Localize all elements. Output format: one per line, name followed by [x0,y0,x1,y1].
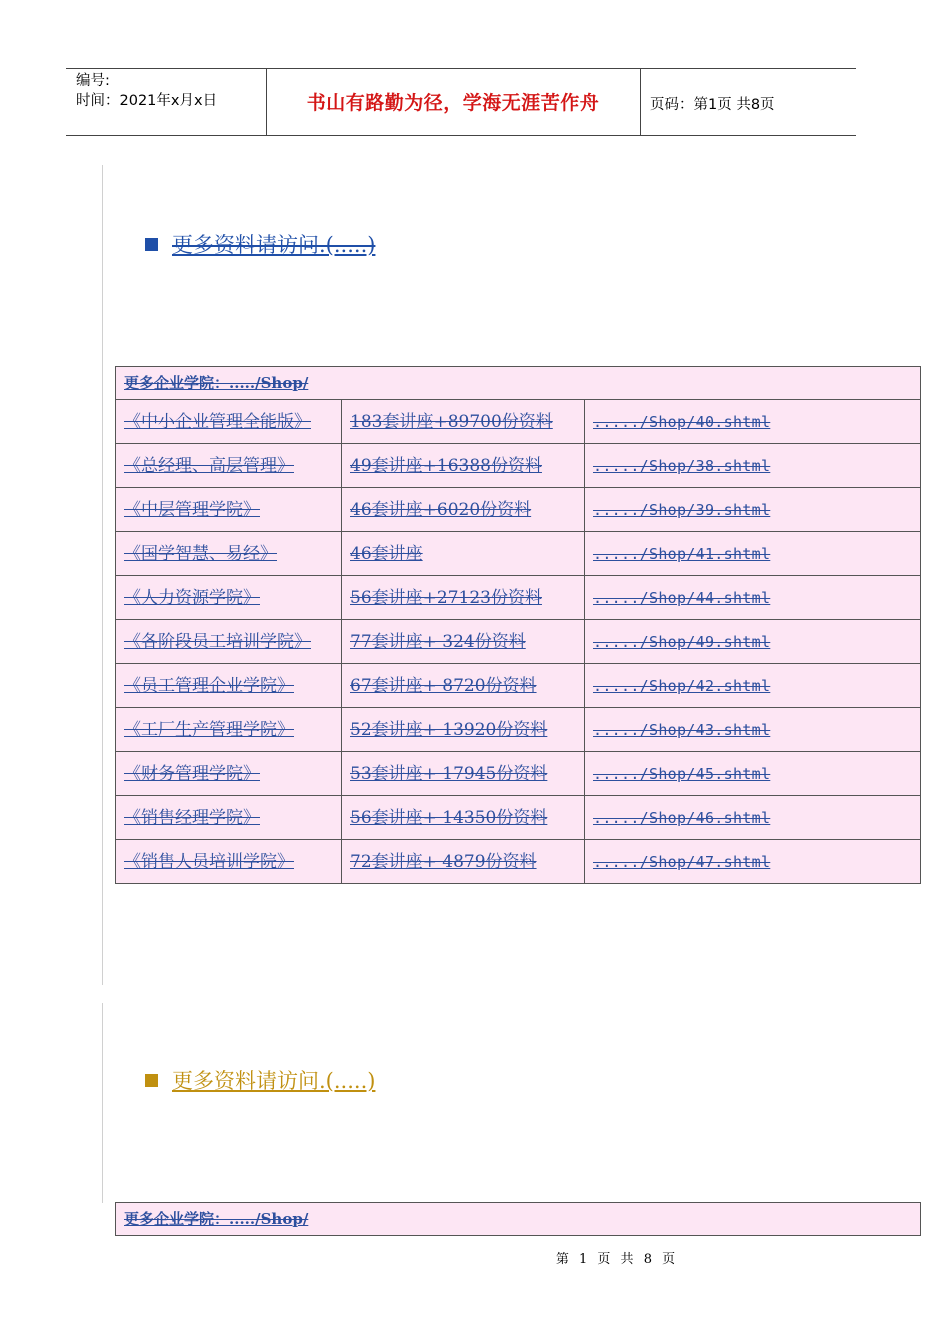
table-row [116,444,921,488]
course-name-link[interactable]: 《人力资源学院》 [116,576,342,620]
course-url-link[interactable]: ...../Shop/39.shtml [585,488,921,532]
course-url-link[interactable]: ...../Shop/41.shtml [585,532,921,576]
course-url-link[interactable]: ...../Shop/47.shtml [585,840,921,884]
academy-table [115,366,921,884]
course-url-link[interactable]: ...../Shop/43.shtml [585,708,921,752]
more-info-link[interactable] [145,1065,375,1095]
table-header-row [116,1203,921,1236]
table-row [116,532,921,576]
header-meta [76,71,217,111]
course-name-link[interactable]: 《总经理、高层管理》 [116,444,342,488]
header-divider-right [640,68,641,135]
course-desc-link[interactable]: 53套讲座+ 17945份资料 [342,752,585,796]
course-name-link[interactable]: 《财务管理学院》 [116,752,342,796]
header-number-label: 编号: [76,73,110,89]
footer-page-number: 第 1 页 共 8 页 [555,1252,679,1267]
course-name-link[interactable]: 《销售人员培训学院》 [116,840,342,884]
course-url-link[interactable]: ...../Shop/40.shtml [585,400,921,444]
course-name-link[interactable]: 《工厂生产管理学院》 [116,708,342,752]
course-desc-link[interactable]: 49套讲座+16388份资料 [342,444,585,488]
course-desc-link[interactable]: 72套讲座+ 4879份资料 [342,840,585,884]
table-row [116,708,921,752]
course-desc-link[interactable]: 46套讲座+6020份资料 [342,488,585,532]
course-name-link[interactable]: 《中层管理学院》 [116,488,342,532]
more-info-link[interactable] [145,229,375,259]
table-header-link[interactable]: 更多企业学院：...../Shop/ [116,1203,921,1236]
course-name-link[interactable]: 《国学智慧、易经》 [116,532,342,576]
course-name-link[interactable]: 《各阶段员工培训学院》 [116,620,342,664]
table-row [116,620,921,664]
course-name-link[interactable]: 《中小企业管理全能版》 [116,400,342,444]
course-desc-link[interactable]: 52套讲座+ 13920份资料 [342,708,585,752]
course-url-link[interactable]: ...../Shop/46.shtml [585,796,921,840]
table-row [116,576,921,620]
page-footer [0,1248,950,1267]
table-row [116,664,921,708]
table-row [116,840,921,884]
academy-table [115,1202,921,1236]
header-motto: 书山有路勤为径，学海无涯苦作舟 [306,92,600,114]
course-desc-link[interactable]: 46套讲座 [342,532,585,576]
course-name-link[interactable]: 《销售经理学院》 [116,796,342,840]
course-desc-link[interactable]: 56套讲座+ 14350份资料 [342,796,585,840]
more-info-text: 更多资料请访问.(.....) [172,233,376,257]
left-margin-rule [102,165,103,985]
course-url-link[interactable]: ...../Shop/42.shtml [585,664,921,708]
table-row [116,752,921,796]
course-url-link[interactable]: ...../Shop/49.shtml [585,620,921,664]
course-desc-link[interactable]: 77套讲座+ 324份资料 [342,620,585,664]
course-url-link[interactable]: ...../Shop/38.shtml [585,444,921,488]
table-header-row [116,367,921,400]
course-desc-link[interactable]: 67套讲座+ 8720份资料 [342,664,585,708]
course-desc-link[interactable]: 183套讲座+89700份资料 [342,400,585,444]
square-bullet-icon [145,238,158,251]
table-row [116,796,921,840]
more-info-text: 更多资料请访问.(.....) [172,1069,376,1093]
course-url-link[interactable]: ...../Shop/44.shtml [585,576,921,620]
course-desc-link[interactable]: 56套讲座+27123份资料 [342,576,585,620]
table-row [116,400,921,444]
square-bullet-icon [145,1074,158,1087]
header-page-info: 页码：第1页 共8页 [650,97,775,113]
table-header-link[interactable]: 更多企业学院：...../Shop/ [116,367,921,400]
left-margin-rule [102,1003,103,1203]
header-time: 时间：2021年x月x日 [76,93,218,109]
header-divider-left [266,68,267,135]
course-name-link[interactable]: 《员工管理企业学院》 [116,664,342,708]
table-row [116,488,921,532]
course-url-link[interactable]: ...../Shop/45.shtml [585,752,921,796]
header-bottom-rule [66,135,856,136]
header-top-rule [66,68,856,69]
